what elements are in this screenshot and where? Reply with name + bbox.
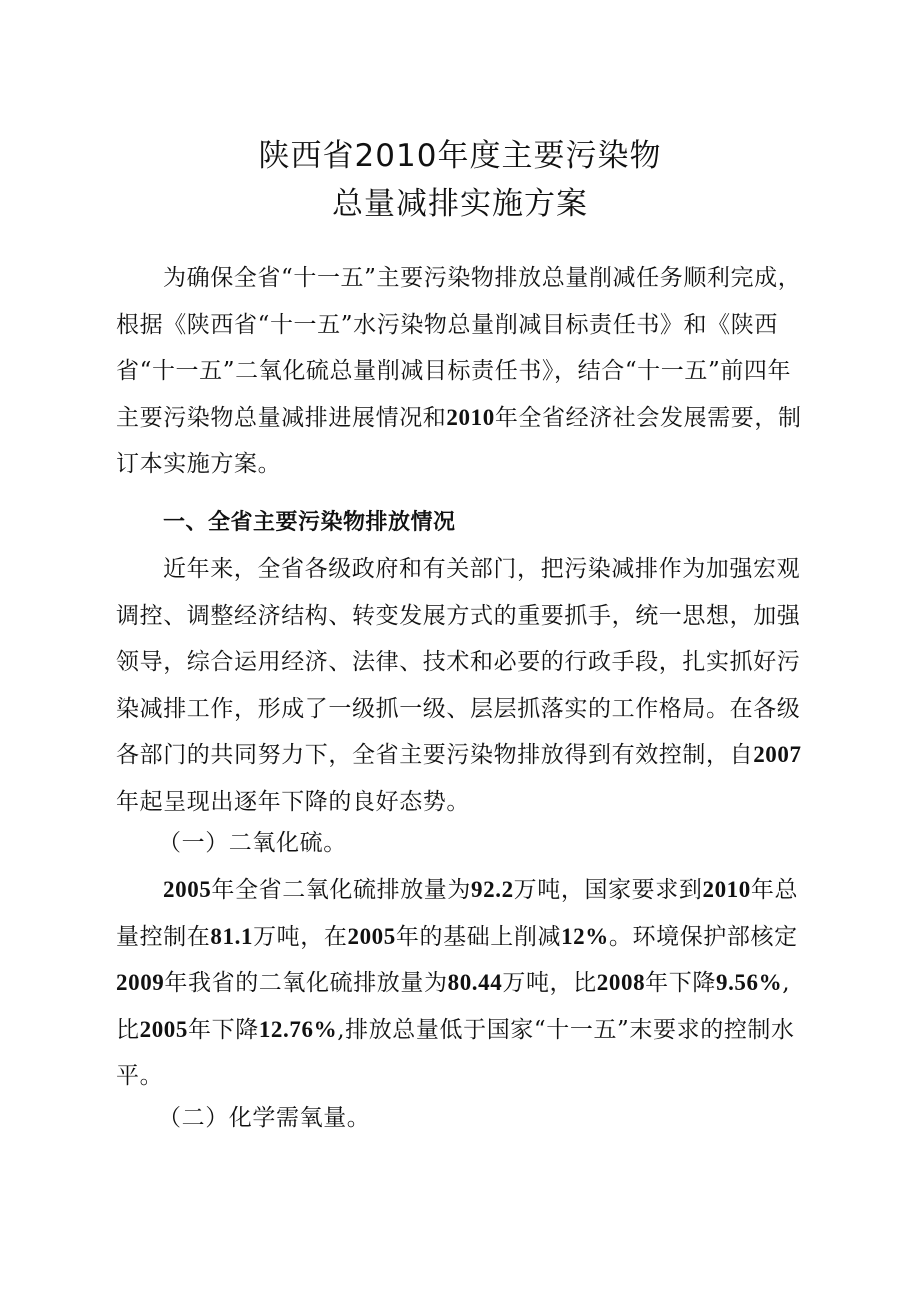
- bold-number: 12%: [561, 923, 609, 949]
- section-1-paragraph: 近年来，全省各级政府和有关部门，把污染减排作为加强宏观调控、调整经济结构、转变发展方式的重要抓手，统一思想，加强领导，综合运用经济、法律、技术和必要的行政手段，扎实抓好污染减排工作，形成了一级抓一级、层层抓落实的工作格局。在各级各部门的共同努力下，全省主要污染物排放得到有效控制，自2007年起呈现出逐年下降的良好态势。: [116, 556, 802, 815]
- subsection-1-heading: （一）二氧化硫。: [158, 830, 347, 856]
- bold-number: 2005: [347, 923, 396, 949]
- bold-number: 9.56%: [715, 970, 783, 995]
- bold-number: 2007: [753, 742, 802, 767]
- bold-number: 12.76%: [258, 1016, 338, 1042]
- section-1-heading: 一、全省主要污染物排放情况: [163, 510, 456, 535]
- bold-number: 2010: [702, 877, 751, 902]
- bold-number: 2005: [139, 1016, 189, 1042]
- intro-paragraph: 为确保全省“十一五”主要污染物排放总量削减任务顺利完成，根据《陕西省“十一五”水污染物总量削减目标责任书》和《陕西省“十一五”二氧化硫总量削减目标责任书》，结合“十一五”前四年主要污染物总量减排进展情况和2010年全省经济社会发展需要，制订本实施方案。: [116, 265, 802, 477]
- subsection-2-heading: （二）化学需氧量。: [158, 1105, 371, 1131]
- subsection-1-paragraph: 2005年全省二氧化硫排放量为92.2万吨，国家要求到2010年总量控制在81.1万吨，在2005年的基础上削减12%。环境保护部核定2009年我省的二氧化硫排放量为80.44万吨，比2008年下降9.56%,比2005年下降12.76%,排放总量低于国家“十一五”末要求的控制水平。: [116, 877, 799, 1089]
- bold-number: 2008: [596, 970, 646, 995]
- bold-number: 2009: [116, 970, 165, 995]
- bold-number: 2010: [446, 404, 495, 430]
- bold-number: 81.1: [210, 923, 254, 949]
- document-title-line-2: 总量减排实施方案: [332, 186, 588, 222]
- document-title-line-1: 陕西省2010年度主要污染物: [258, 138, 662, 174]
- bold-number: 92.2: [471, 877, 514, 902]
- bold-number: 80.44: [447, 970, 503, 995]
- bold-number: 2005: [163, 877, 212, 902]
